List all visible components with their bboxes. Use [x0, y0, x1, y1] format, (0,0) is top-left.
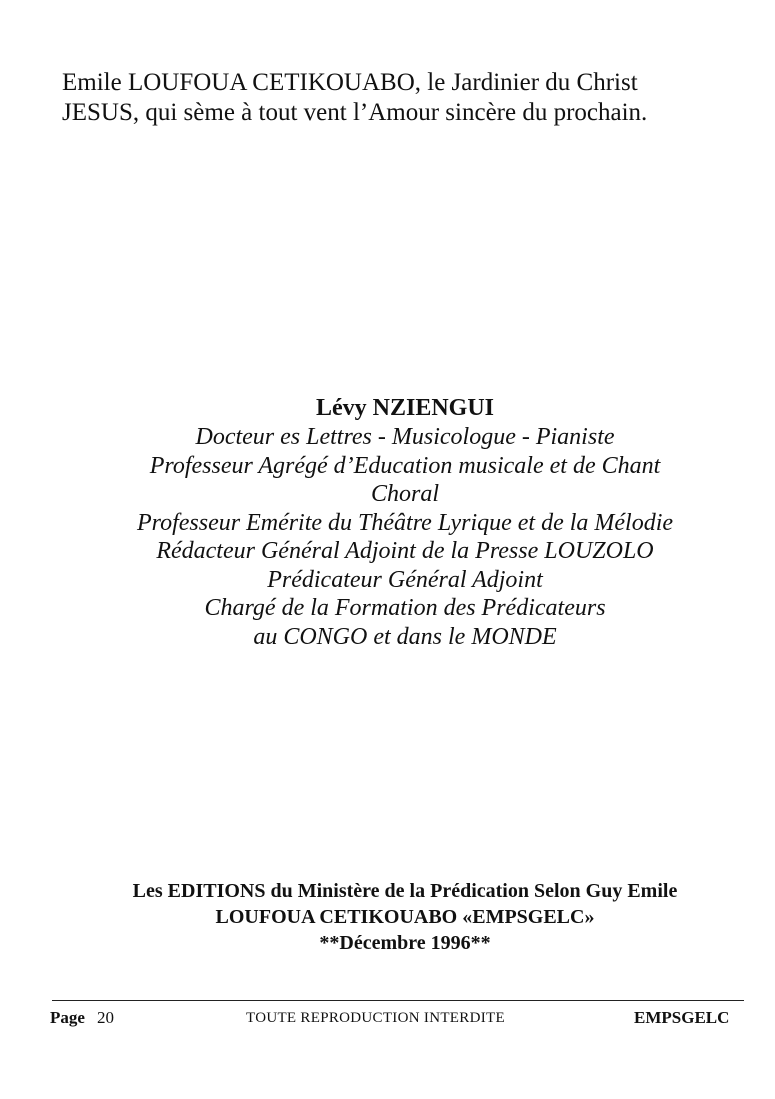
footer-divider: [52, 1000, 744, 1001]
author-title-line: Professeur Agrégé d’Education musicale et de Chant: [149, 452, 661, 479]
publisher-line-2: LOUFOUA CETIKOUABO «EMPSGELC»: [215, 906, 595, 928]
author-title-line: Professeur Emérite du Théâtre Lyrique et de la Mélodie: [136, 509, 674, 536]
author-title-line: Choral: [370, 481, 439, 507]
dedication-line-2: JESUS, qui sème à tout vent l’Amour sincère du prochain.: [62, 99, 648, 126]
author-name: Lévy NZIENGUI: [315, 395, 495, 421]
author-titles: [40, 423, 770, 651]
page-label: Page: [50, 1008, 85, 1027]
publisher-block: [40, 878, 770, 956]
author-title-line: Docteur es Lettres - Musicologue - Pianiste: [195, 424, 615, 450]
publication-date: **Décembre 1996**: [319, 932, 491, 954]
copyright-notice: TOUTE REPRODUCTION INTERDITE: [246, 1010, 505, 1026]
author-title-line: Rédacteur Général Adjoint de la Presse LOUZOLO: [156, 538, 654, 564]
author-title-line: Prédicateur Général Adjoint: [267, 566, 543, 593]
author-title-line: au CONGO et dans le MONDE: [253, 623, 557, 650]
dedication-paragraph: [62, 68, 762, 128]
publisher-line-1: Les EDITIONS du Ministère de la Prédication Selon Guy Emile: [132, 880, 678, 902]
page-number-value: 20: [96, 1008, 114, 1027]
dedication-line-1: Emile LOUFOUA CETIKOUABO, le Jardinier du Christ: [62, 69, 638, 96]
author-title-line: Chargé de la Formation des Prédicateurs: [204, 595, 606, 621]
page-number: [50, 1008, 114, 1028]
author-block: [40, 393, 770, 651]
organization-acronym: EMPSGELC: [634, 1008, 730, 1027]
